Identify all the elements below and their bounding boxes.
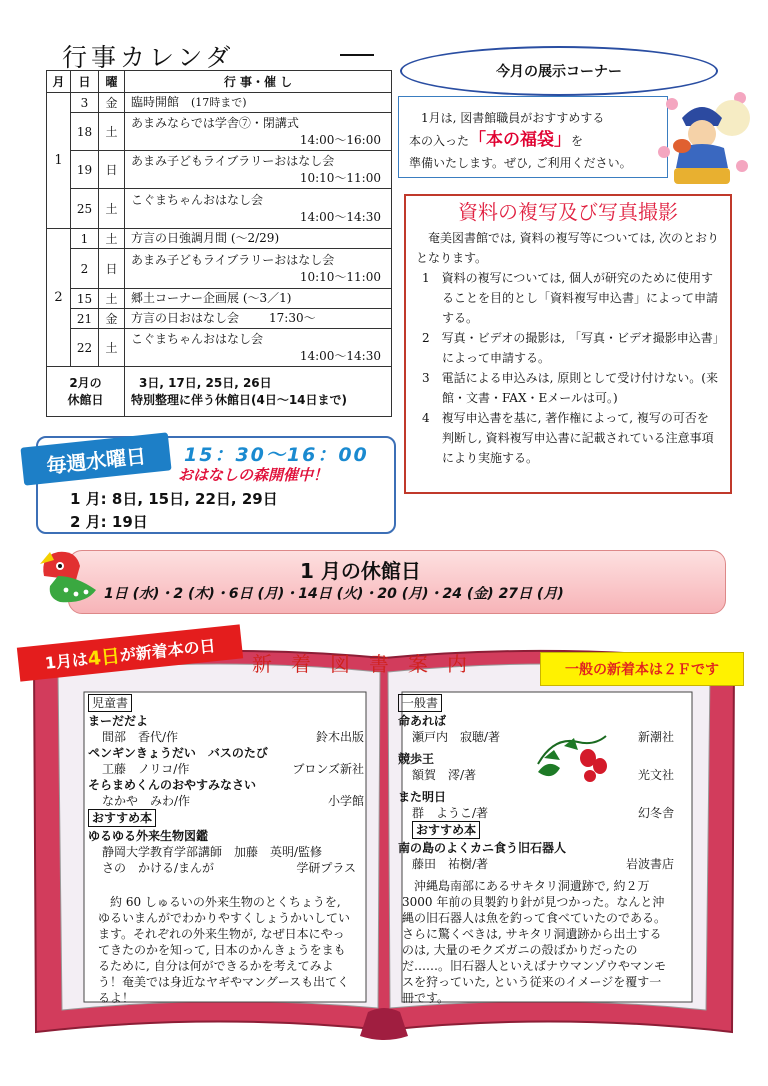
feb-closed-label-1: 2月の (69, 375, 102, 390)
general-category: 一般書 (398, 694, 442, 712)
weekday-cell: 日 (99, 151, 125, 189)
wednesday-time: 15：30～16：00 (184, 444, 369, 466)
book-title: 命あれば (398, 714, 447, 728)
table-row (47, 189, 392, 229)
book-info (88, 729, 364, 745)
calendar-title-dash (340, 54, 374, 56)
wednesday-feb-dates: 2 月: 19日 (70, 513, 148, 531)
exhibit-line2-pre: 本の入った (409, 134, 470, 148)
event-name: 方言の日おはなし会 (131, 311, 240, 325)
day-cell: 25 (71, 189, 99, 229)
exhibit-highlight: 「本の福袋」 (469, 130, 572, 150)
feb-closed-row (47, 367, 392, 417)
exhibit-line1: 1月は, 図書館職員がおすすめする (421, 111, 605, 125)
copy-intro: 奄美図書館では, 資料の複写等については, 次のとおりとなります。 (416, 231, 720, 265)
event-cell (125, 309, 392, 329)
january-closed-dates: 1日 (水)・2 (木)・6日 (月)・14日 (火)・20 (月)・24 (金) 27日 (月) (104, 586, 564, 602)
wednesday-label: 毎週水曜日 (20, 432, 171, 485)
book-publisher: 光文社 (637, 768, 674, 782)
book-info (88, 761, 364, 777)
feb-closed-note: 特別整理に伴う休館日(4日～14日まで) (131, 392, 348, 407)
event-time: 17:30～ (269, 311, 316, 325)
ebisu-figure-icon (652, 82, 752, 188)
event-note: (17時まで) (191, 96, 247, 109)
exhibit-title: 今月の展示コーナー (400, 46, 718, 96)
feb-closed-info (125, 367, 392, 417)
book-author: 工藤 ノリコ/作 (102, 762, 190, 776)
calendar-title: 行事カレンダ (62, 43, 235, 72)
book-title: そらまめくんのおやすみなさい (88, 778, 257, 792)
book-title: まーだだよ (88, 714, 149, 728)
exhibit-line2 (409, 129, 657, 152)
table-row (47, 329, 392, 367)
calendar-table (46, 70, 392, 417)
event-cell (125, 189, 392, 229)
header-weekday: 曜 (99, 71, 125, 93)
copy-item: 2 写真・ビデオの撮影は, 「写真・ビデオ撮影申込書」によって申請する。 (422, 331, 719, 365)
book-publisher: 小学館 (327, 794, 364, 808)
copy-item: 1 資料の複写については, 個人が研究のために使用することを目的とし「資料複写申込書」によって申請する。 (422, 271, 719, 325)
book-title: 競歩王 (398, 752, 435, 766)
exhibit-box (398, 96, 668, 178)
book-author: 瀬戸内 寂聴/著 (412, 730, 501, 744)
table-row (47, 309, 392, 329)
event-time: 14:00～16:00 (299, 132, 381, 147)
children-books-page (88, 694, 364, 1006)
table-row (47, 93, 392, 113)
event-name: こぐまちゃんおはなし会 (131, 331, 264, 346)
day-cell: 18 (71, 113, 99, 151)
recommend-author2: さの かける/まんが (102, 861, 215, 875)
recommend-publisher: 岩波書店 (625, 857, 674, 871)
book-publisher: 幻冬舎 (637, 806, 674, 820)
day-cell: 22 (71, 329, 99, 367)
new-books-title: 新着図書案内 (252, 652, 486, 676)
recommend-publisher: 学研プラス (296, 861, 356, 875)
event-name: あまみ子どもライブラリーおはなし会 (131, 252, 335, 267)
lion-dance-icon (36, 546, 102, 606)
recommend-book-title: ゆるゆる外来生物図鑑 (88, 829, 209, 843)
general-books-callout: 一般の新着本は２Ｆです (540, 652, 744, 686)
exhibit-line2-post: を (571, 134, 584, 148)
weekday-cell: 土 (99, 329, 125, 367)
event-name: 臨時開館 (131, 95, 180, 109)
children-description: 約 60 しゅるいの外来生物のとくちょうを, ゆるいまんがでわかりやすくしょうかいしています。それぞれの外来生物が, なぜ日本にやってきたのかを知って, 日本のかんきょうをまもるために, 自分は何ができるかを考えてみよう！奄美では身近なヤギやマングースも出てくるよ！ (98, 895, 351, 1005)
book-author: 群 ようこ/著 (412, 806, 489, 820)
event-cell (125, 329, 392, 367)
event-name: あまみ子どもライブラリーおはなし会 (131, 153, 335, 168)
event-cell (125, 151, 392, 189)
exhibit-line3: 準備いたします。ぜひ, ご利用ください。 (409, 156, 632, 170)
feb-closed-label (47, 367, 125, 417)
event-time: 14:00～14:30 (299, 209, 381, 224)
event-cell (125, 93, 392, 113)
event-time: 10:10～11:00 (299, 269, 381, 284)
weekday-cell: 金 (99, 93, 125, 113)
event-name: こぐまちゃんおはなし会 (131, 192, 264, 207)
general-recommend-label: おすすめ本 (412, 821, 480, 839)
badge-post: が新着本の日 (118, 635, 217, 665)
header-day: 日 (71, 71, 99, 93)
copy-item: 3 電話による申込みは, 原則として受け付けない。(来館・文書・FAX・Eメールは可。) (422, 371, 718, 405)
book-author: なかや みわ/作 (102, 794, 191, 808)
recommend-author1: 静岡大学教育学部講師 加藤 英明/監修 (102, 845, 323, 859)
weekday-cell: 土 (99, 113, 125, 151)
calendar-header-row (47, 71, 392, 93)
general-description: 沖縄島南部にあるサキタリ洞遺跡で, 約２万 3000 年前の貝製釣り針が見つかった。なんと沖縄の旧石器人は魚を釣って食べていたのである。さらに驚くべきは, サキタリ洞遺跡から出土するのは, 大量のモクズガニの殻ばかりだったのだ……。旧石器人といえばナウマンゾウやマンモスを狩っていた, という従来のイメージを覆す一冊です。 (402, 879, 667, 1005)
children-category: 児童書 (88, 694, 132, 712)
event-cell (125, 113, 392, 151)
recommend-info (398, 856, 674, 872)
book-publisher: 鈴木出版 (315, 730, 364, 744)
feb-closed-label-2: 休館日 (67, 392, 104, 407)
event-cell: 郷土コーナー企画展 (～3／1) (125, 289, 392, 309)
weekday-cell: 土 (99, 289, 125, 309)
table-row (47, 249, 392, 289)
month-cell-feb: 2 (47, 229, 71, 367)
weekday-cell: 日 (99, 249, 125, 289)
copy-box (404, 194, 732, 494)
january-closed-title: 1 月の休館日 (300, 559, 421, 583)
month-cell-jan: 1 (47, 93, 71, 229)
recommend-book-title: 南の島のよくカニ食う旧石器人 (398, 841, 567, 855)
header-event: 行 事・催 し (125, 71, 392, 93)
header-month: 月 (47, 71, 71, 93)
day-cell: 21 (71, 309, 99, 329)
children-recommend-label: おすすめ本 (88, 809, 156, 827)
book-author: 間部 香代/作 (102, 730, 179, 744)
day-cell: 15 (71, 289, 99, 309)
event-cell (125, 249, 392, 289)
book-publisher: 新潮社 (637, 730, 674, 744)
book-info (88, 793, 364, 809)
table-row (47, 151, 392, 189)
recommend-info (88, 860, 364, 876)
event-time: 14:00～14:30 (299, 348, 381, 363)
weekday-cell: 土 (99, 189, 125, 229)
copy-title: 資料の複写及び写真撮影 (458, 200, 678, 224)
event-cell: 方言の日強調月間 (～2/29) (125, 229, 392, 249)
book-author: 額賀 澪/著 (412, 768, 477, 782)
day-cell: 2 (71, 249, 99, 289)
day-cell: 1 (71, 229, 99, 249)
day-cell: 3 (71, 93, 99, 113)
badge-pre: 1月は (43, 648, 89, 673)
event-name: あまみならでは学舎⑦・閉講式 (131, 115, 299, 130)
event-time: 10:10～11:00 (299, 170, 381, 185)
book-title: また明日 (398, 790, 447, 804)
table-row (47, 229, 392, 249)
strawberry-icon (534, 728, 614, 784)
book-publisher: ブロンズ新社 (292, 762, 364, 776)
table-row (47, 289, 392, 309)
weekday-cell: 土 (99, 229, 125, 249)
book-info (398, 805, 674, 821)
wednesday-jan-dates: 1 月: 8日, 15日, 22日, 29日 (70, 490, 278, 508)
weekday-cell: 金 (99, 309, 125, 329)
wednesday-event: おはなしの森開催中！ (178, 466, 329, 484)
book-title: ペンギンきょうだい バスのたび (88, 746, 268, 760)
feb-closed-dates: 3日, 17日, 25日, 26日 (139, 375, 272, 390)
copy-item: 4 複写申込書を基に, 著作権によって, 複写の可否を判断し, 資料複写申込書に記載されている注意事項により実施する。 (422, 411, 714, 465)
table-row (47, 113, 392, 151)
recommend-author: 藤田 祐樹/著 (412, 857, 489, 871)
day-cell: 19 (71, 151, 99, 189)
badge-highlight: 4日 (86, 644, 122, 670)
